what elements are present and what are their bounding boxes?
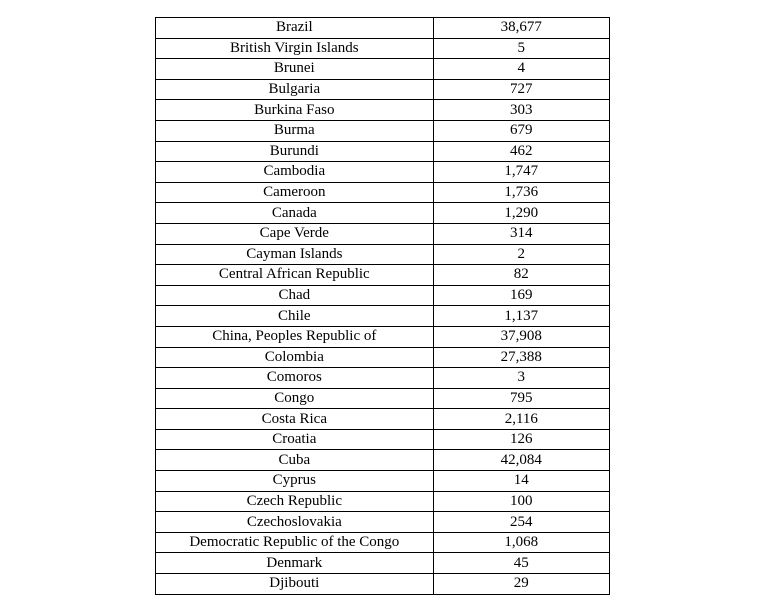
value-cell: 314 xyxy=(433,223,609,244)
table-row xyxy=(156,100,610,121)
value-cell: 42,084 xyxy=(433,450,609,471)
value-cell: 14 xyxy=(433,471,609,492)
country-cell: China, Peoples Republic of xyxy=(156,326,434,347)
value-cell: 37,908 xyxy=(433,326,609,347)
table-row xyxy=(156,141,610,162)
value-cell: 169 xyxy=(433,285,609,306)
country-cell: Denmark xyxy=(156,553,434,574)
country-cell: Cape Verde xyxy=(156,223,434,244)
table-row xyxy=(156,491,610,512)
country-cell: Canada xyxy=(156,203,434,224)
country-cell: Brazil xyxy=(156,18,434,39)
value-cell: 1,068 xyxy=(433,532,609,553)
country-cell: Bulgaria xyxy=(156,79,434,100)
table-row xyxy=(156,409,610,430)
country-cell: British Virgin Islands xyxy=(156,38,434,59)
table-row xyxy=(156,388,610,409)
table-row xyxy=(156,79,610,100)
table-row xyxy=(156,306,610,327)
table-row xyxy=(156,368,610,389)
table-row xyxy=(156,574,610,595)
value-cell: 27,388 xyxy=(433,347,609,368)
country-cell: Democratic Republic of the Congo xyxy=(156,532,434,553)
table-row xyxy=(156,203,610,224)
table-row xyxy=(156,244,610,265)
value-cell: 1,290 xyxy=(433,203,609,224)
value-cell: 1,137 xyxy=(433,306,609,327)
country-cell: Czech Republic xyxy=(156,491,434,512)
value-cell: 2,116 xyxy=(433,409,609,430)
country-cell: Brunei xyxy=(156,59,434,80)
table-row xyxy=(156,347,610,368)
value-cell: 38,677 xyxy=(433,18,609,39)
table-row xyxy=(156,326,610,347)
country-cell: Burundi xyxy=(156,141,434,162)
value-cell: 2 xyxy=(433,244,609,265)
table-row xyxy=(156,59,610,80)
value-cell: 679 xyxy=(433,120,609,141)
value-cell: 45 xyxy=(433,553,609,574)
value-cell: 303 xyxy=(433,100,609,121)
value-cell: 3 xyxy=(433,368,609,389)
table-row xyxy=(156,18,610,39)
country-count-table xyxy=(155,17,610,595)
country-cell: Comoros xyxy=(156,368,434,389)
country-cell: Burma xyxy=(156,120,434,141)
country-cell: Djibouti xyxy=(156,574,434,595)
value-cell: 100 xyxy=(433,491,609,512)
table-row xyxy=(156,162,610,183)
table-row xyxy=(156,512,610,533)
value-cell: 254 xyxy=(433,512,609,533)
country-cell: Congo xyxy=(156,388,434,409)
country-cell: Central African Republic xyxy=(156,265,434,286)
table-row xyxy=(156,265,610,286)
country-cell: Cyprus xyxy=(156,471,434,492)
value-cell: 29 xyxy=(433,574,609,595)
value-cell: 5 xyxy=(433,38,609,59)
value-cell: 82 xyxy=(433,265,609,286)
table-row xyxy=(156,285,610,306)
country-cell: Cameroon xyxy=(156,182,434,203)
table-row xyxy=(156,182,610,203)
country-cell: Czechoslovakia xyxy=(156,512,434,533)
value-cell: 727 xyxy=(433,79,609,100)
table-row xyxy=(156,38,610,59)
table-row xyxy=(156,532,610,553)
country-cell: Chile xyxy=(156,306,434,327)
value-cell: 462 xyxy=(433,141,609,162)
table-row xyxy=(156,120,610,141)
country-cell: Chad xyxy=(156,285,434,306)
value-cell: 126 xyxy=(433,429,609,450)
value-cell: 1,736 xyxy=(433,182,609,203)
country-cell: Cayman Islands xyxy=(156,244,434,265)
country-cell: Croatia xyxy=(156,429,434,450)
country-cell: Burkina Faso xyxy=(156,100,434,121)
country-cell: Cuba xyxy=(156,450,434,471)
country-cell: Costa Rica xyxy=(156,409,434,430)
value-cell: 795 xyxy=(433,388,609,409)
country-cell: Colombia xyxy=(156,347,434,368)
country-cell: Cambodia xyxy=(156,162,434,183)
value-cell: 1,747 xyxy=(433,162,609,183)
table-row xyxy=(156,471,610,492)
table-body xyxy=(156,18,610,595)
table-row xyxy=(156,450,610,471)
table-row xyxy=(156,223,610,244)
table-row xyxy=(156,553,610,574)
value-cell: 4 xyxy=(433,59,609,80)
table-row xyxy=(156,429,610,450)
